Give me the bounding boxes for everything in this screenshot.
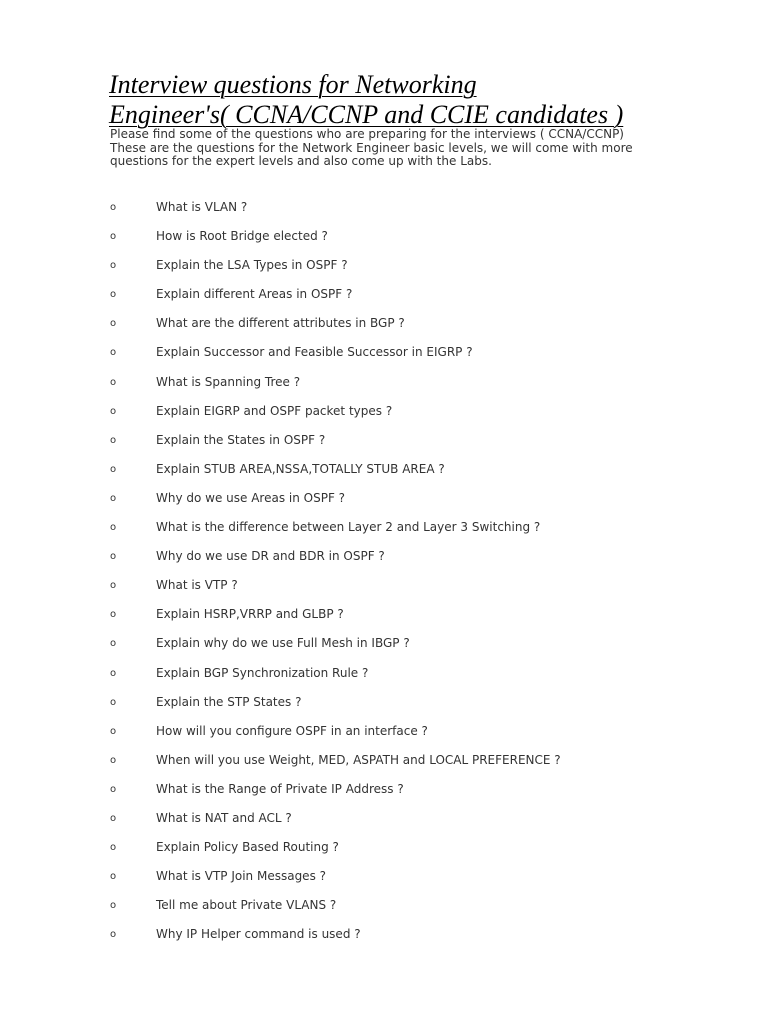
question-list-item [0,489,768,518]
bullet-icon: o [110,638,117,650]
question-text: Explain why do we use Full Mesh in IBGP ? [156,636,410,651]
question-list-item [0,576,768,605]
intro-paragraph [110,128,670,169]
question-list-item [0,780,768,809]
bullet-icon: o [110,842,117,854]
question-text: Explain Successor and Feasible Successor in EIGRP ? [156,345,473,360]
bullet-icon: o [110,871,117,883]
intro-line: These are the questions for the Network Engineer basic levels, we will come with more [110,140,633,155]
bullet-icon: o [110,260,117,272]
title-line: Engineer's( CCNA/CCNP and CCIE candidates ) [109,100,624,129]
question-text: Explain EIGRP and OSPF packet types ? [156,403,393,418]
question-list-item [0,896,768,925]
question-list-item [0,634,768,663]
question-text: Why do we use DR and BDR in OSPF ? [156,549,385,564]
question-list-item [0,343,768,372]
question-list-item [0,227,768,256]
bullet-icon: o [110,463,117,475]
question-text: Why IP Helper command is used ? [156,927,361,942]
bullet-icon: o [110,434,117,446]
question-text: How will you configure OSPF in an interface ? [156,723,428,738]
question-text: Explain different Areas in OSPF ? [156,287,353,302]
question-list-item [0,373,768,402]
question-text: What is the difference between Layer 2 and Layer 3 Switching ? [156,520,541,535]
question-text: Explain STUB AREA,NSSA,TOTALLY STUB AREA ? [156,461,445,476]
question-list-item [0,751,768,780]
intro-line: questions for the expert levels and also come up with the Labs. [110,154,492,168]
bullet-icon: o [110,405,117,417]
question-text: What is NAT and ACL ? [156,810,292,825]
bullet-icon: o [110,522,117,534]
question-list-item [0,925,768,954]
bullet-icon: o [110,347,117,359]
question-list-item [0,285,768,314]
question-list-item [0,518,768,547]
question-text: Tell me about Private VLANS ? [156,898,337,913]
bullet-icon: o [110,900,117,912]
question-text: Explain HSRP,VRRP and GLBP ? [156,607,344,622]
question-list-item [0,314,768,343]
bullet-icon: o [110,754,117,766]
question-list-item [0,256,768,285]
question-text: Explain the States in OSPF ? [156,432,326,447]
question-list-item [0,722,768,751]
question-text: Why do we use Areas in OSPF ? [156,490,346,505]
bullet-icon: o [110,202,117,213]
bullet-icon: o [110,667,117,679]
question-list-item [0,460,768,489]
question-list-item [0,198,768,227]
question-text: What is Spanning Tree ? [156,374,301,389]
bullet-icon: o [110,696,117,708]
bullet-icon: o [110,783,117,795]
bullet-icon: o [110,609,117,621]
question-text: Explain the STP States ? [156,694,302,709]
bullet-icon: o [110,289,117,301]
bullet-icon: o [110,492,117,504]
question-text: What is VLAN ? [156,200,248,214]
question-list [0,198,768,954]
bullet-icon: o [110,812,117,824]
bullet-icon: o [110,318,117,330]
intro-line: Please find some of the questions who are preparing for the interviews ( CCNA/CCNP) [110,127,624,141]
question-list-item [0,809,768,838]
question-list-item [0,605,768,634]
question-text: What is the Range of Private IP Address ? [156,781,404,796]
bullet-icon: o [110,725,117,737]
bullet-icon: o [110,580,117,592]
bullet-icon: o [110,929,117,941]
question-text: How is Root Bridge elected ? [156,229,328,244]
question-list-item [0,431,768,460]
bullet-icon: o [110,231,117,243]
question-list-item [0,693,768,722]
question-list-item [0,547,768,576]
question-list-item [0,664,768,693]
question-text: Explain Policy Based Routing ? [156,840,339,855]
bullet-icon: o [110,376,117,388]
question-text: When will you use Weight, MED, ASPATH and LOCAL PREFERENCE ? [156,752,561,767]
bullet-icon: o [110,551,117,563]
question-text: What is VTP ? [156,578,238,593]
question-text: What is VTP Join Messages ? [156,869,326,884]
question-text: Explain the LSA Types in OSPF ? [156,258,348,273]
title-line: Interview questions for Networking [109,70,477,99]
document-title [109,70,709,130]
question-list-item [0,402,768,431]
question-list-item [0,867,768,896]
question-text: Explain BGP Synchronization Rule ? [156,665,369,680]
question-text: What are the different attributes in BGP ? [156,316,405,331]
question-list-item [0,838,768,867]
